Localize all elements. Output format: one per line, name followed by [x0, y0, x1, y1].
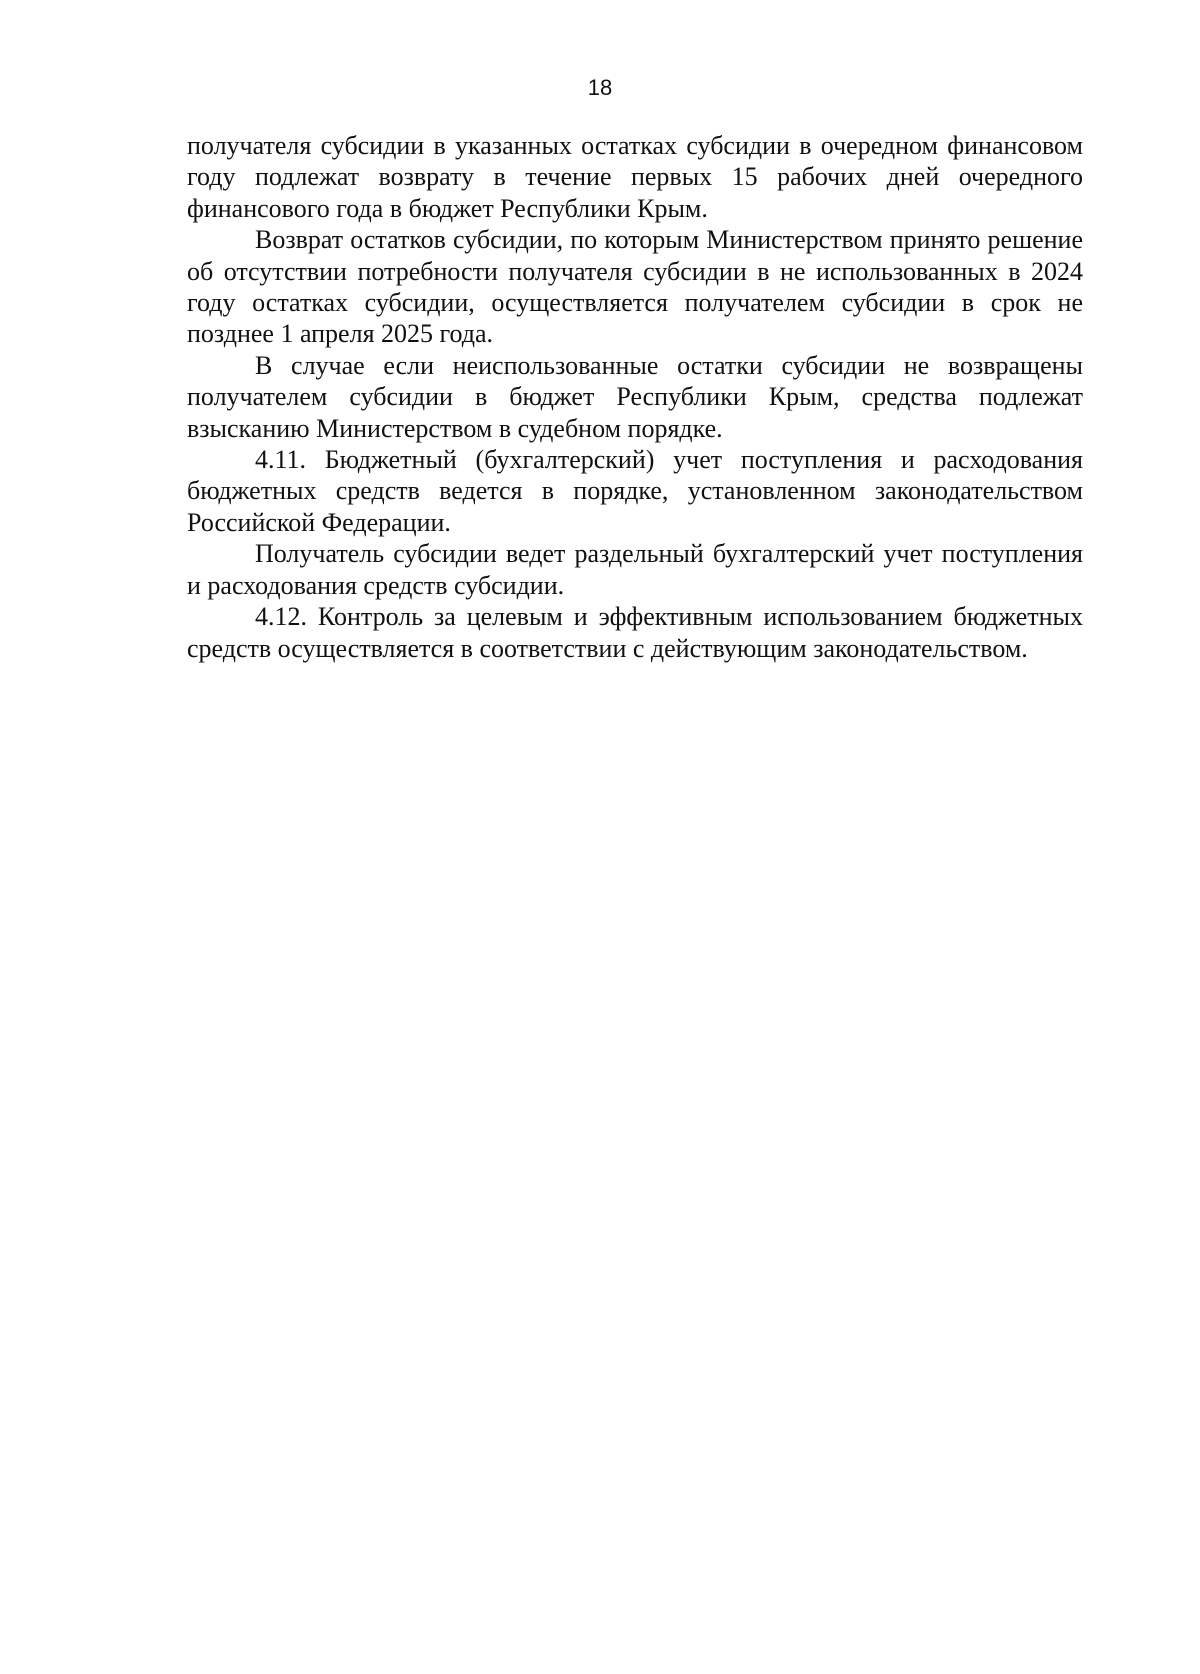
paragraph-4-11: 4.11. Бюджетный (бухгалтерский) учет поступления и расходования бюджетных средств ведется в порядке, установленном законодательством Российской Федерации. — [187, 445, 1083, 537]
paragraph-4-12: 4.12. Контроль за целевым и эффективным использованием бюджетных средств осуществляется в соответствии с действующим законодательством. — [187, 602, 1083, 663]
paragraph-2: Возврат остатков субсидии, по которым Министерством принято решение об отсутствии потребности получателя субсидии в не использованных в 2024 году остатках субсидии, осуществляется получателем субсидии в срок не позднее 1 апреля 2025 года. — [187, 225, 1083, 349]
paragraph-5: Получатель субсидии ведет раздельный бухгалтерский учет поступления и расходования средств субсидии. — [187, 539, 1083, 600]
page-number: 18 — [587, 75, 613, 100]
document-body — [187, 130, 1083, 664]
paragraph-1: получателя субсидии в указанных остатках субсидии в очередном финансовом году подлежат возврату в течение первых 15 рабочих дней очередного финансового года в бюджет Республики Крым. — [187, 131, 1083, 223]
paragraph-3: В случае если неиспользованные остатки субсидии не возвращены получателем субсидии в бюджет Республики Крым, средства подлежат взысканию Министерством в судебном порядке. — [187, 350, 1083, 443]
